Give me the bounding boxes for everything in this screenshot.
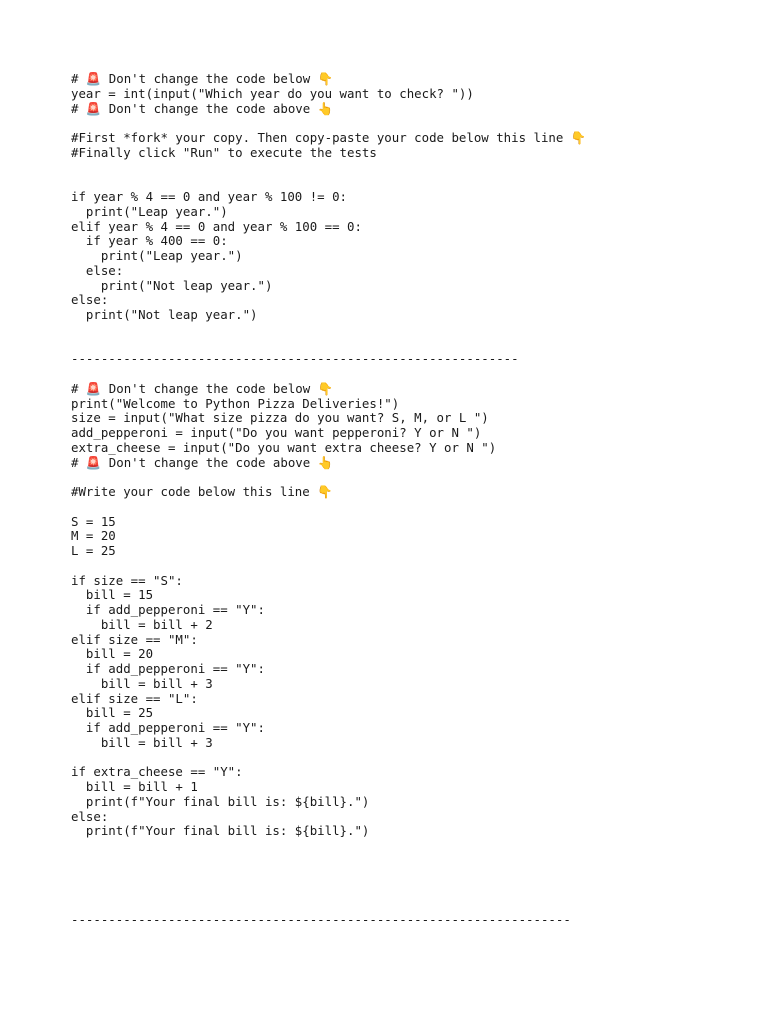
code-line: if add_pepperoni == "Y":	[71, 720, 265, 735]
code-line: elif size == "M":	[71, 631, 198, 647]
code-line: print("Not leap year.")	[71, 307, 258, 322]
code-line: bill = bill + 2	[71, 616, 213, 632]
blank-line	[71, 869, 761, 884]
comment-line: # 🚨 Don't change the code above 👆	[71, 100, 334, 116]
code-line: if add_pepperoni == "Y":	[71, 661, 265, 676]
comment-line: #First *fork* your copy. Then copy-paste your code below this line 👇	[71, 130, 587, 145]
code-line: else:	[71, 292, 109, 308]
comment-line: #Write your code below this line 👇	[71, 484, 333, 499]
blank-line	[71, 161, 761, 176]
code-line: bill = bill + 3	[71, 675, 213, 691]
comment-line: # 🚨 Don't change the code below 👇	[71, 380, 334, 396]
blank-line	[71, 898, 761, 913]
code-line: if extra_cheese == "Y":	[71, 764, 243, 780]
blank-line	[71, 175, 761, 190]
separator-line: ------------------------------------------------------------	[71, 351, 519, 367]
comment-line: #Finally click "Run" to execute the tests	[71, 144, 377, 160]
blank-line	[71, 338, 761, 353]
separator-line: -------------------------------------------------------------------	[71, 911, 571, 927]
code-line: print(f"Your final bill is: ${bill}.")	[71, 823, 370, 839]
blank-line	[71, 470, 761, 485]
blank-line	[71, 116, 761, 131]
code-line: else:	[71, 262, 124, 278]
code-line: print(f"Your final bill is: ${bill}.")	[71, 793, 370, 809]
code-line: print("Not leap year.")	[71, 277, 273, 293]
code-line: bill = 25	[71, 705, 154, 721]
code-line: if add_pepperoni == "Y":	[71, 602, 265, 617]
blank-line	[71, 559, 761, 574]
blank-line	[71, 751, 761, 766]
code-line: print("Leap year.")	[71, 203, 228, 219]
code-document	[71, 72, 761, 928]
code-line: if year % 4 == 0 and year % 100 != 0:	[71, 189, 348, 204]
code-line: if year % 400 == 0:	[71, 233, 228, 249]
comment-line: # 🚨 Don't change the code below 👇	[71, 71, 334, 86]
code-line: S = 15	[71, 513, 116, 529]
code-line: if size == "S":	[71, 572, 183, 588]
code-line: year = int(input("Which year do you want to check? "))	[71, 85, 474, 101]
code-line: L = 25	[71, 543, 116, 558]
blank-line	[71, 323, 761, 338]
code-line: bill = 20	[71, 646, 154, 662]
code-line: else:	[71, 808, 109, 824]
code-line: bill = 15	[71, 587, 154, 603]
comment-line: # 🚨 Don't change the code above 👆	[71, 454, 334, 470]
blank-line	[71, 854, 761, 869]
code-line: size = input("What size pizza do you want? S, M, or L ")	[71, 410, 489, 426]
code-line: print("Welcome to Python Pizza Deliveries!")	[71, 395, 400, 411]
code-line: print("Leap year.")	[71, 248, 243, 263]
blank-line	[71, 839, 761, 854]
code-line: elif year % 4 == 0 and year % 100 == 0:	[71, 218, 362, 234]
code-line: bill = bill + 3	[71, 734, 213, 750]
blank-line	[71, 500, 761, 515]
code-line: add_pepperoni = input("Do you want pepperoni? Y or N ")	[71, 425, 482, 440]
code-line: bill = bill + 1	[71, 779, 198, 794]
code-line: elif size == "L":	[71, 690, 198, 706]
blank-line	[71, 367, 761, 382]
blank-line	[71, 883, 761, 898]
code-line: M = 20	[71, 528, 116, 544]
code-line: extra_cheese = input("Do you want extra cheese? Y or N ")	[71, 439, 497, 455]
